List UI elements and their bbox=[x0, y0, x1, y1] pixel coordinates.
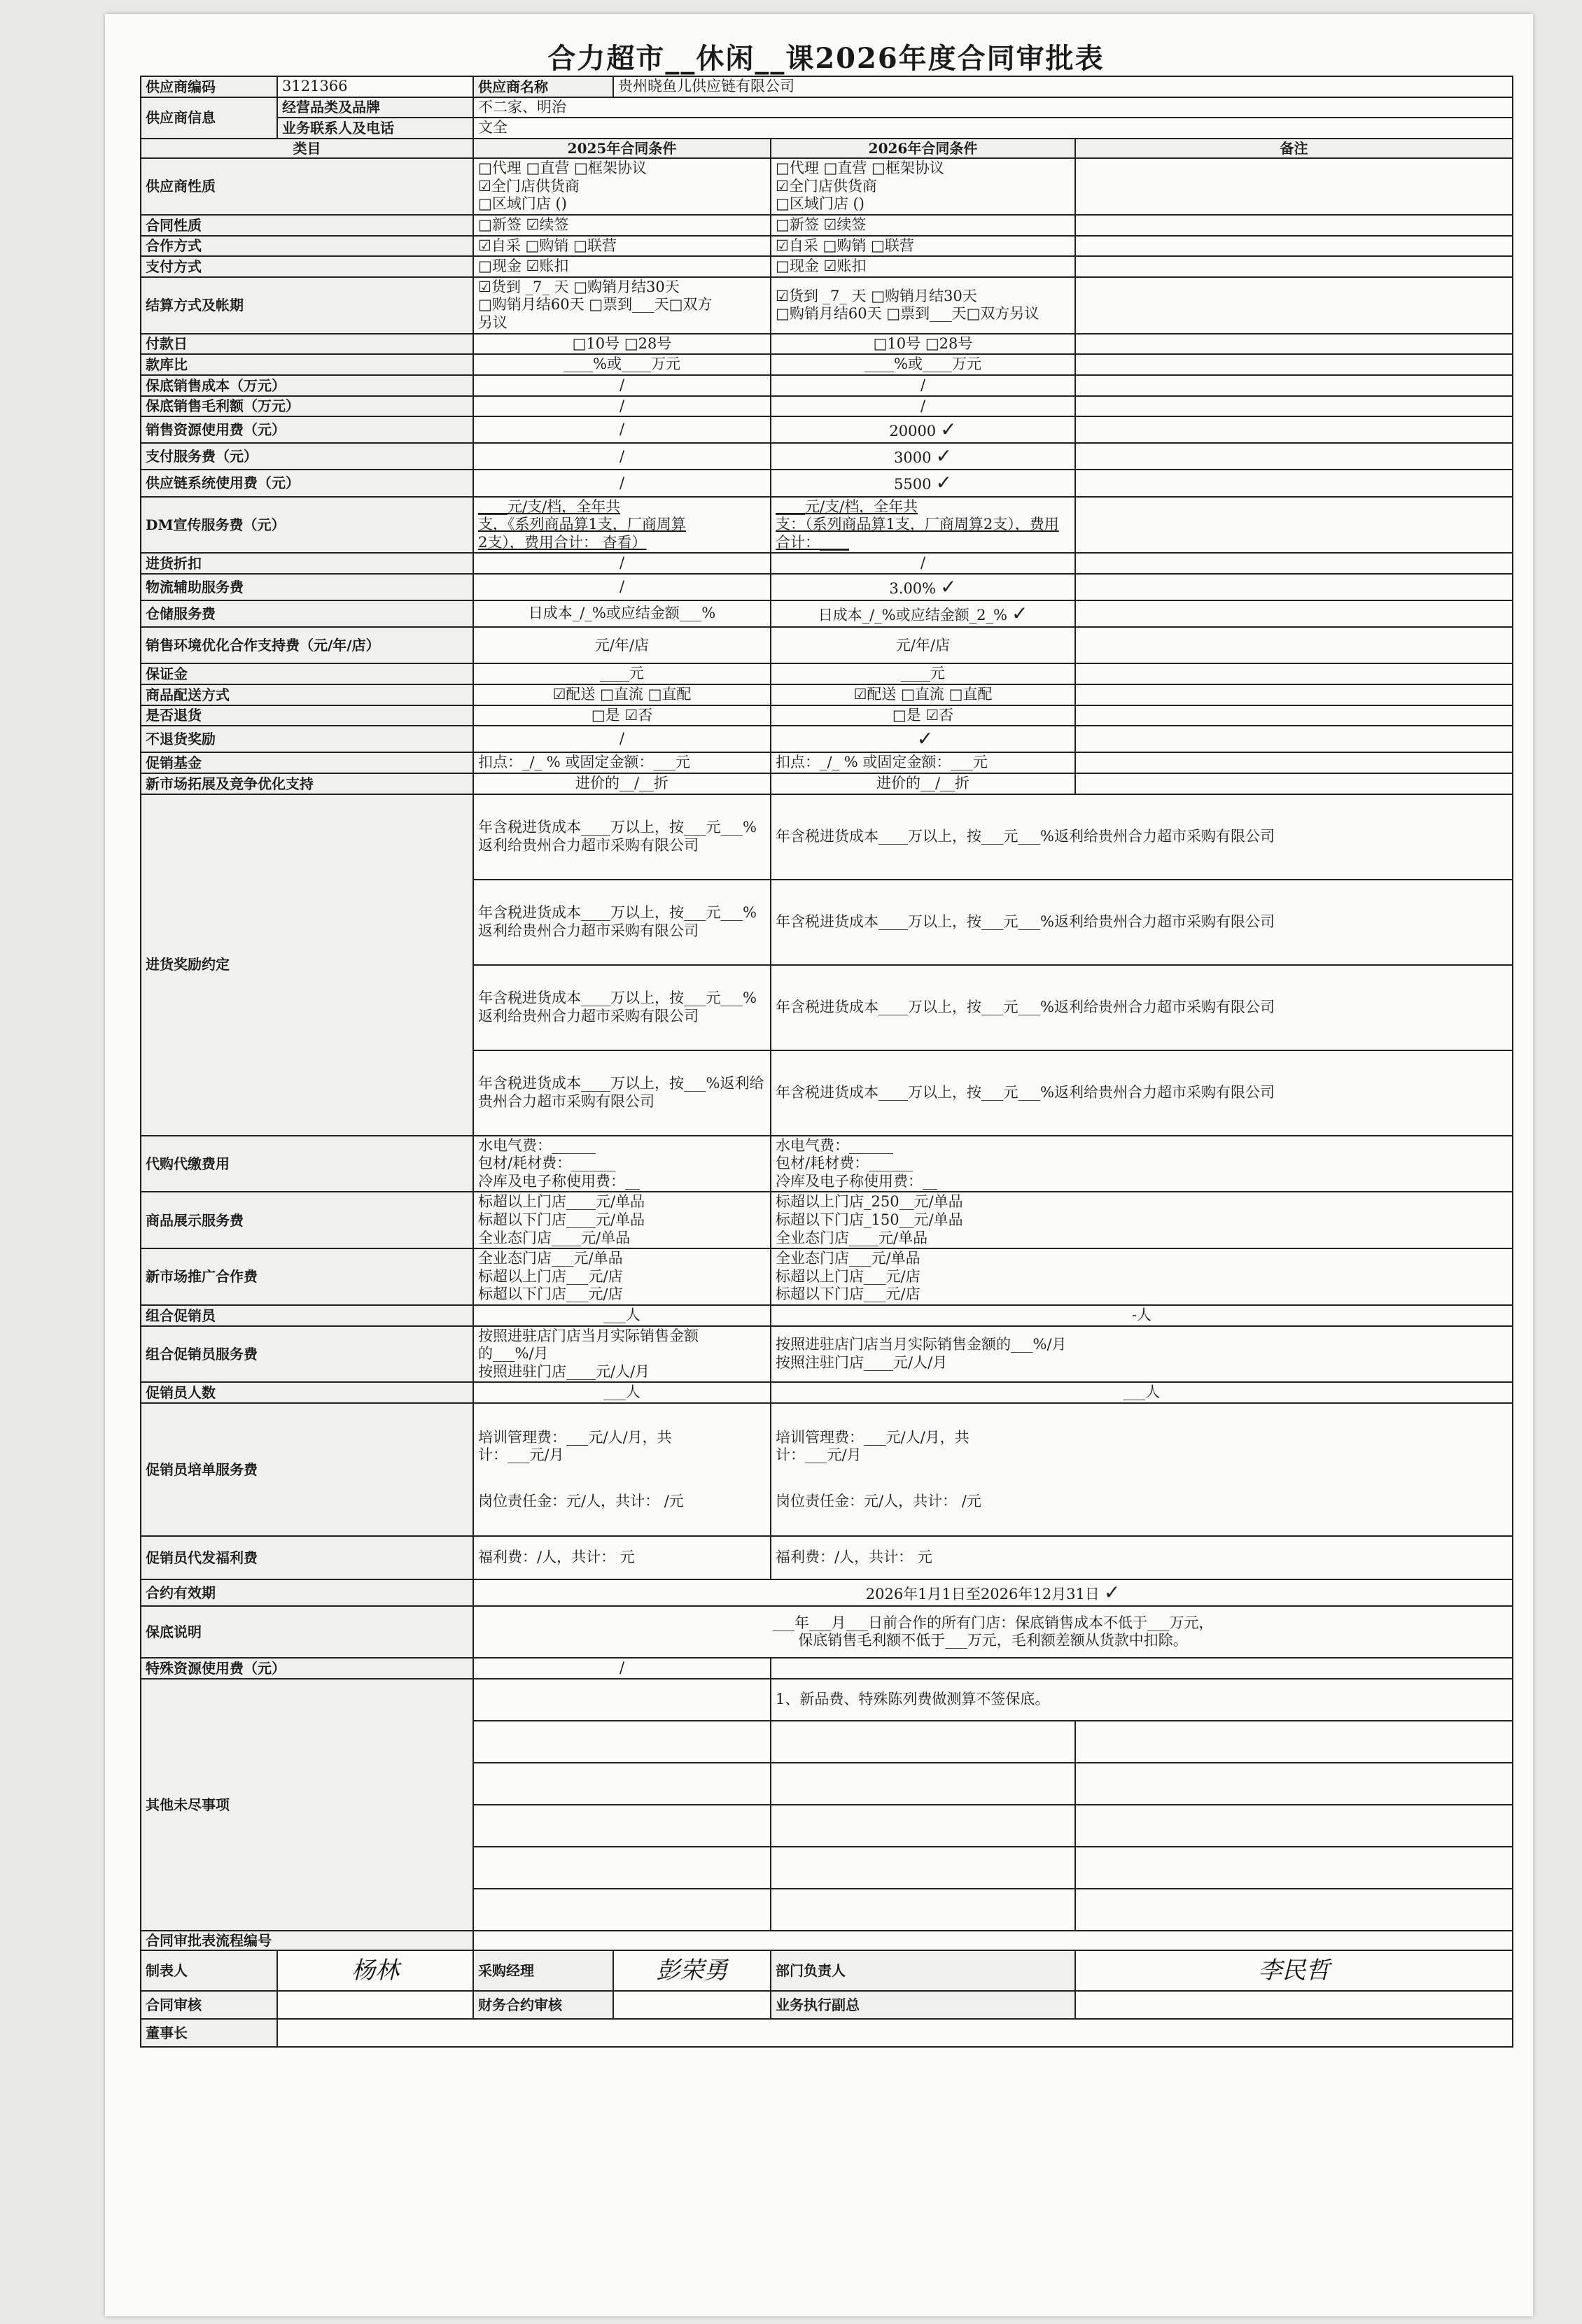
display-2026-line1: 标超以上门店_250__元/单品 bbox=[776, 1193, 963, 1211]
noreturn-2025: / bbox=[473, 726, 771, 752]
settle-2025-line1: ☑货到 _7_ 天 □购销月结30天 bbox=[478, 278, 680, 295]
display-2026-line2: 标超以下门店_150__元/单品 bbox=[776, 1211, 963, 1228]
agency-2025-line1: 水电气费：______ bbox=[478, 1136, 596, 1154]
logistics-row bbox=[141, 574, 1513, 600]
contract-2025: □新签 ☑续签 bbox=[473, 215, 771, 236]
paysvc-2025: / bbox=[473, 443, 771, 470]
settle-2026-line2: □购销月结60天 □票到___天□双方另议 bbox=[776, 305, 1040, 323]
training-2025-line2: 计：___元/月 bbox=[478, 1446, 564, 1464]
promocount-2025: ___人 bbox=[473, 1382, 771, 1403]
rebate-2025-tier: 年含税进货成本____万以上，按___元___%返利给贵州合力超市采购有限公司 bbox=[473, 794, 771, 880]
approval-form bbox=[140, 76, 1513, 2048]
promocount-row bbox=[141, 1382, 1513, 1403]
group-2025: ___人 bbox=[473, 1305, 771, 1326]
payday-2026: □10号 □28号 bbox=[771, 334, 1075, 355]
newpromo-2025-line1: 全业态门店___元/单品 bbox=[478, 1250, 623, 1267]
buyer-signature: 彭荣勇 bbox=[613, 1950, 771, 1991]
special-2025: / bbox=[473, 1658, 771, 1679]
coop-2026: ☑自采 □购销 □联营 bbox=[771, 236, 1075, 257]
rebate-row bbox=[141, 794, 1513, 880]
agency-label: 代购代缴费用 bbox=[141, 1136, 473, 1192]
rebate-2026-tier: 年含税进货成本____万以上，按___元___%返利给贵州合力超市采购有限公司 bbox=[771, 794, 1513, 880]
minmargin-label: 保底销售毛利额（万元） bbox=[141, 396, 473, 417]
vendor-code-label: 供应商编码 bbox=[141, 76, 277, 97]
nature-2026 bbox=[771, 158, 1075, 215]
other-row bbox=[141, 1679, 1513, 1721]
delivery-2025: ☑配送 □直流 □直配 bbox=[473, 684, 771, 705]
maker-signature: 杨林 bbox=[277, 1950, 473, 1991]
noreturn-row bbox=[141, 726, 1513, 752]
settle-2026 bbox=[771, 277, 1075, 334]
delivery-note bbox=[1075, 684, 1513, 705]
env-2026: 元/年/店 bbox=[771, 627, 1075, 663]
delivery-2026: ☑配送 □直流 □直配 bbox=[771, 684, 1075, 705]
maker-label: 制表人 bbox=[141, 1950, 277, 1991]
settle-label: 结算方式及帐期 bbox=[141, 277, 473, 334]
promo-2026: 扣点：_/_ % 或固定金额：___元 bbox=[771, 752, 1075, 773]
dept-label: 部门负责人 bbox=[771, 1950, 1075, 1991]
brands-label: 经营品类及品牌 bbox=[277, 97, 473, 118]
welfare-label: 促销员代发福利费 bbox=[141, 1536, 473, 1579]
scm-2025: / bbox=[473, 470, 771, 496]
scm-2026-value: 5500 bbox=[894, 476, 932, 493]
review-value bbox=[277, 1991, 473, 2019]
noreturn-2026 bbox=[771, 726, 1075, 752]
agency-2025-line3: 冷库及电子称使用费：__ bbox=[478, 1172, 640, 1190]
groupsvc-2026-line2: 按照注驻门店____元/人/月 bbox=[776, 1354, 948, 1372]
nature-2026-line1: □代理 □直营 □框架协议 bbox=[776, 160, 944, 177]
display-2025-line2: 标超以下门店____元/单品 bbox=[478, 1211, 645, 1228]
special-label: 特殊资源使用费（元） bbox=[141, 1658, 473, 1679]
training-2026-line3: 岗位责任金：元/人，共计： /元 bbox=[776, 1492, 981, 1509]
paysvc-note bbox=[1075, 443, 1513, 470]
chair-value bbox=[277, 2019, 1513, 2047]
other-2025 bbox=[473, 1679, 771, 1721]
newpromo-2026-line3: 标超以下门店___元/店 bbox=[776, 1286, 920, 1303]
check-mark-icon: ✓ bbox=[1011, 602, 1028, 626]
logistics-note bbox=[1075, 574, 1513, 600]
other-blank-cell bbox=[771, 1889, 1075, 1931]
dm-note bbox=[1075, 497, 1513, 554]
deposit-2026: ____元 bbox=[771, 663, 1075, 684]
agency-2026-line3: 冷库及电子称使用费：__ bbox=[776, 1172, 937, 1190]
display-2025-line3: 全业态门店____元/单品 bbox=[478, 1229, 631, 1246]
other-blank-cell bbox=[771, 1847, 1075, 1889]
other-blank-cell bbox=[473, 1721, 771, 1763]
check-mark-icon: ✓ bbox=[935, 471, 952, 495]
nature-2025-line1: □代理 □直营 □框架协议 bbox=[478, 160, 647, 177]
stock-2026: ____%或____万元 bbox=[771, 354, 1075, 375]
review-label: 合同审核 bbox=[141, 1991, 277, 2019]
newpromo-2025-line3: 标超以下门店___元/店 bbox=[478, 1286, 623, 1303]
nature-2025 bbox=[473, 158, 771, 215]
dm-label: DM宣传服务费（元） bbox=[141, 497, 473, 554]
env-2025: 元/年/店 bbox=[473, 627, 771, 663]
other-blank-cell bbox=[473, 1805, 771, 1847]
display-2025 bbox=[473, 1192, 771, 1248]
newpromo-2025 bbox=[473, 1248, 771, 1305]
paysvc-2026 bbox=[771, 443, 1075, 470]
salesres-2026 bbox=[771, 416, 1075, 443]
settle-2025-line2: □购销月结60天 □票到___天□双方 bbox=[478, 296, 713, 314]
env-note bbox=[1075, 627, 1513, 663]
other-blank-cell bbox=[473, 1889, 771, 1931]
coop-2025: ☑自采 □购销 □联营 bbox=[473, 236, 771, 257]
groupsvc-2025-line2: 的___%/月 bbox=[478, 1345, 549, 1362]
newpromo-2026-line2: 标超以上门店___元/店 bbox=[776, 1267, 920, 1285]
nature-row bbox=[141, 158, 1513, 215]
dm-2025-line2: 支，《系列商品算1支，厂商周算 bbox=[478, 516, 686, 533]
vendor-name-value: 贵州晓鱼儿供应链有限公司 bbox=[613, 76, 1513, 97]
minmargin-2026: / bbox=[771, 396, 1075, 417]
training-2025 bbox=[473, 1403, 771, 1536]
other-blank-cell bbox=[771, 1805, 1075, 1847]
paysvc-row bbox=[141, 443, 1513, 470]
welfare-2025: 福利费：/人，共计： 元 bbox=[473, 1536, 771, 1579]
dm-2026 bbox=[771, 497, 1075, 554]
dm-2025 bbox=[473, 497, 771, 554]
minsales-note bbox=[1075, 375, 1513, 396]
newpromo-2026-line1: 全业态门店___元/单品 bbox=[776, 1250, 920, 1267]
header-row bbox=[141, 139, 1513, 158]
special-row bbox=[141, 1658, 1513, 1679]
other-blank-cell bbox=[771, 1763, 1075, 1805]
dm-2025-line1: ____元/支/档，全年共 bbox=[478, 498, 621, 515]
chair-label: 董事长 bbox=[141, 2019, 277, 2047]
guarantee-row bbox=[141, 1606, 1513, 1658]
return-2026: □是 ☑否 bbox=[771, 705, 1075, 726]
check-mark-icon: ✓ bbox=[1103, 1581, 1121, 1605]
contract-label: 合同性质 bbox=[141, 215, 473, 236]
check-mark-icon: ✓ bbox=[940, 575, 957, 599]
brands-value: 不二家、明治 bbox=[473, 97, 1513, 118]
period-text: 2026年1月1日至2026年12月31日 bbox=[865, 1586, 1100, 1603]
dm-2026-line1: ____元/支/档，全年共 bbox=[776, 498, 918, 515]
promo-label: 促销基金 bbox=[141, 752, 473, 773]
buyer-label: 采购经理 bbox=[473, 1950, 613, 1991]
groupsvc-2025 bbox=[473, 1326, 771, 1383]
brands-row bbox=[141, 97, 1513, 118]
finance-value bbox=[613, 1991, 771, 2019]
agency-2026 bbox=[771, 1136, 1513, 1192]
group-2026: -人 bbox=[771, 1305, 1513, 1326]
promo-2025: 扣点：_/_ % 或固定金额：___元 bbox=[473, 752, 771, 773]
vendor-name-label: 供应商名称 bbox=[473, 76, 613, 97]
contract-row bbox=[141, 215, 1513, 236]
minmargin-2025: / bbox=[473, 396, 771, 417]
newmkt-row bbox=[141, 773, 1513, 794]
flow-row bbox=[141, 1931, 1513, 1950]
other-note: 1、新品费、特殊陈列费做测算不签保底。 bbox=[771, 1679, 1513, 1721]
stock-label: 款库比 bbox=[141, 354, 473, 375]
return-note bbox=[1075, 705, 1513, 726]
form-title: 合力超市__休闲__课2026年度合同审批表 bbox=[547, 42, 1105, 75]
period-row bbox=[141, 1579, 1513, 1606]
training-2025-line1: 培训管理费：___元/人/月，共 bbox=[478, 1428, 672, 1446]
other-blank-cell bbox=[473, 1847, 771, 1889]
agency-2025 bbox=[473, 1136, 771, 1192]
delivery-row bbox=[141, 684, 1513, 705]
group-label: 组合促销员 bbox=[141, 1305, 473, 1326]
other-blank-cell bbox=[1075, 1805, 1513, 1847]
finance-label: 财务合约审核 bbox=[473, 1991, 613, 2019]
stock-note bbox=[1075, 354, 1513, 375]
deposit-note bbox=[1075, 663, 1513, 684]
guarantee-value bbox=[473, 1606, 1513, 1658]
promo-note bbox=[1075, 752, 1513, 773]
rebate-2025-tier: 年含税进货成本____万以上，按___元___%返利给贵州合力超市采购有限公司 bbox=[473, 880, 771, 965]
discount-label: 进货折扣 bbox=[141, 553, 473, 574]
payday-row bbox=[141, 334, 1513, 355]
review-row bbox=[141, 1991, 1513, 2019]
pay-row bbox=[141, 256, 1513, 277]
display-2026 bbox=[771, 1192, 1513, 1248]
agency-2026-line2: 包材/耗材费：______ bbox=[776, 1155, 913, 1172]
paysvc-2026-value: 3000 bbox=[894, 449, 932, 467]
settle-note bbox=[1075, 277, 1513, 334]
settle-2025 bbox=[473, 277, 771, 334]
exec-label: 业务执行副总 bbox=[771, 1991, 1075, 2019]
agency-row bbox=[141, 1136, 1513, 1192]
logistics-2025: / bbox=[473, 574, 771, 600]
vendor-code-row bbox=[141, 76, 1513, 97]
minsales-2026: / bbox=[771, 375, 1075, 396]
discount-row bbox=[141, 553, 1513, 574]
warehouse-2025: 日成本_/_%或应结金额___% bbox=[473, 600, 771, 627]
settle-row bbox=[141, 277, 1513, 334]
minmargin-note bbox=[1075, 396, 1513, 417]
contract-note bbox=[1075, 215, 1513, 236]
dept-signature: 李民哲 bbox=[1075, 1950, 1513, 1991]
vendor-code-value: 3121366 bbox=[277, 76, 473, 97]
check-mark-icon: ✓ bbox=[916, 727, 934, 751]
other-blank-cell bbox=[1075, 1763, 1513, 1805]
col-2025: 2025年合同条件 bbox=[473, 139, 771, 158]
training-2026-line1: 培训管理费：___元/人/月，共 bbox=[776, 1428, 969, 1446]
guarantee-label: 保底说明 bbox=[141, 1606, 473, 1658]
groupsvc-2025-line3: 按照进驻门店____元/人/月 bbox=[478, 1362, 650, 1380]
pay-2026: □现金 ☑账扣 bbox=[771, 256, 1075, 277]
noreturn-label: 不退货奖励 bbox=[141, 726, 473, 752]
warehouse-2026 bbox=[771, 600, 1075, 627]
welfare-row bbox=[141, 1536, 1513, 1579]
paysvc-label: 支付服务费（元） bbox=[141, 443, 473, 470]
newpromo-2025-line2: 标超以上门店___元/店 bbox=[478, 1267, 623, 1285]
training-2026-line2: 计：___元/月 bbox=[776, 1446, 862, 1464]
pay-note bbox=[1075, 256, 1513, 277]
nature-2025-line2: ☑全门店供货商 bbox=[478, 177, 580, 195]
contact-value: 文全 bbox=[473, 118, 1513, 139]
nature-label: 供应商性质 bbox=[141, 158, 473, 215]
discount-2025: / bbox=[473, 553, 771, 574]
deposit-row bbox=[141, 663, 1513, 684]
rebate-2025-tier: 年含税进货成本____万以上，按___元___%返利给贵州合力超市采购有限公司 bbox=[473, 965, 771, 1050]
salesres-note bbox=[1075, 416, 1513, 443]
discount-note bbox=[1075, 553, 1513, 574]
agency-2026-line1: 水电气费：______ bbox=[776, 1136, 893, 1154]
contract-2026: □新签 ☑续签 bbox=[771, 215, 1075, 236]
discount-2026: / bbox=[771, 553, 1075, 574]
contact-row bbox=[141, 118, 1513, 139]
training-2025-line3: 岗位责任金：元/人，共计： /元 bbox=[478, 1492, 684, 1509]
guarantee-line1: ___年___月___日前合作的所有门店：保底销售成本不低于___万元， bbox=[772, 1614, 1214, 1631]
scm-label: 供应链系统使用费（元） bbox=[141, 470, 473, 496]
settle-2026-line1: ☑货到 _7_ 天 □购销月结30天 bbox=[776, 287, 977, 304]
sign-row bbox=[141, 1950, 1513, 1991]
scm-note bbox=[1075, 470, 1513, 496]
dm-2026-line2: 支：（系列商品算1支，厂商周算2支），费用合计：____ bbox=[776, 516, 1059, 551]
noreturn-note bbox=[1075, 726, 1513, 752]
promocount-2026: ___人 bbox=[771, 1382, 1513, 1403]
deposit-2025: ____元 bbox=[473, 663, 771, 684]
warehouse-note bbox=[1075, 600, 1513, 627]
newpromo-row bbox=[141, 1248, 1513, 1305]
rebate-2026-tier: 年含税进货成本____万以上，按___元___%返利给贵州合力超市采购有限公司 bbox=[771, 880, 1513, 965]
other-blank-cell bbox=[771, 1721, 1075, 1763]
other-blank-cell bbox=[1075, 1889, 1513, 1931]
groupsvc-2026-line1: 按照进驻店门店当月实际销售金额的___%/月 bbox=[776, 1336, 1067, 1353]
newmkt-2026: 进价的__/__折 bbox=[771, 773, 1075, 794]
return-row bbox=[141, 705, 1513, 726]
nature-2025-line3: □区域门店 () bbox=[478, 195, 567, 213]
training-label: 促销员培单服务费 bbox=[141, 1403, 473, 1536]
dm-row bbox=[141, 497, 1513, 554]
training-2026 bbox=[771, 1403, 1513, 1536]
period-label: 合约有效期 bbox=[141, 1579, 473, 1606]
groupsvc-row bbox=[141, 1326, 1513, 1383]
other-blank-cell bbox=[473, 1763, 771, 1805]
chair-row bbox=[141, 2019, 1513, 2047]
rebate-2026-tier: 年含税进货成本____万以上，按___元___%返利给贵州合力超市采购有限公司 bbox=[771, 965, 1513, 1050]
return-2025: □是 ☑否 bbox=[473, 705, 771, 726]
coop-row bbox=[141, 236, 1513, 257]
minsales-row bbox=[141, 375, 1513, 396]
coop-label: 合作方式 bbox=[141, 236, 473, 257]
stock-2025: ____%或____万元 bbox=[473, 354, 771, 375]
group-row bbox=[141, 1305, 1513, 1326]
promocount-label: 促销员人数 bbox=[141, 1382, 473, 1403]
guarantee-line2: 保底销售毛利额不低于___万元，毛利额差额从货款中扣除。 bbox=[798, 1632, 1188, 1649]
logistics-label: 物流辅助服务费 bbox=[141, 574, 473, 600]
rebate-2026-tier: 年含税进货成本____万以上，按___元___%返利给贵州合力超市采购有限公司 bbox=[771, 1050, 1513, 1136]
salesres-label: 销售资源使用费（元） bbox=[141, 416, 473, 443]
newmkt-note bbox=[1075, 773, 1513, 794]
payday-label: 付款日 bbox=[141, 334, 473, 355]
newpromo-2026 bbox=[771, 1248, 1513, 1305]
payday-note bbox=[1075, 334, 1513, 355]
salesres-2025: / bbox=[473, 416, 771, 443]
other-label: 其他未尽事项 bbox=[141, 1679, 473, 1931]
check-mark-icon: ✓ bbox=[935, 444, 952, 468]
nature-2026-line2: ☑全门店供货商 bbox=[776, 177, 877, 195]
logistics-2026 bbox=[771, 574, 1075, 600]
salesres-2026-value: 20000 bbox=[889, 423, 937, 440]
newmkt-2025: 进价的__/__折 bbox=[473, 773, 771, 794]
agency-2025-line2: 包材/耗材费：______ bbox=[478, 1155, 616, 1172]
pay-label: 支付方式 bbox=[141, 256, 473, 277]
logistics-2026-value: 3.00% bbox=[889, 580, 937, 598]
return-label: 是否退货 bbox=[141, 705, 473, 726]
minsales-2025: / bbox=[473, 375, 771, 396]
env-row bbox=[141, 627, 1513, 663]
period-value bbox=[473, 1579, 1513, 1606]
nature-note bbox=[1075, 158, 1513, 215]
deposit-label: 保证金 bbox=[141, 663, 473, 684]
rebate-2025-tier: 年含税进货成本____万以上，按___%返利给贵州合力超市采购有限公司 bbox=[473, 1050, 771, 1136]
scm-2026 bbox=[771, 470, 1075, 496]
promo-row bbox=[141, 752, 1513, 773]
minmargin-row bbox=[141, 396, 1513, 417]
dm-2025-line3: 2支），费用合计： 杳看） bbox=[478, 533, 647, 551]
other-blank-cell bbox=[1075, 1847, 1513, 1889]
stock-row bbox=[141, 354, 1513, 375]
welfare-2026: 福利费：/人，共计： 元 bbox=[771, 1536, 1513, 1579]
flow-label: 合同审批表流程编号 bbox=[141, 1931, 473, 1950]
groupsvc-2025-line1: 按照进驻店门店当月实际销售金额 bbox=[478, 1327, 699, 1344]
special-2026 bbox=[771, 1658, 1513, 1679]
training-row bbox=[141, 1403, 1513, 1536]
display-row bbox=[141, 1192, 1513, 1248]
check-mark-icon: ✓ bbox=[940, 418, 957, 442]
nature-2026-line3: □区域门店 () bbox=[776, 195, 864, 213]
rebate-label: 进货奖励约定 bbox=[141, 794, 473, 1136]
settle-2025-line3: 另议 bbox=[478, 314, 507, 332]
newpromo-label: 新市场推广合作费 bbox=[141, 1248, 473, 1305]
salesres-row bbox=[141, 416, 1513, 443]
minsales-label: 保底销售成本（万元） bbox=[141, 375, 473, 396]
groupsvc-label: 组合促销员服务费 bbox=[141, 1326, 473, 1383]
contact-label: 业务联系人及电话 bbox=[277, 118, 473, 139]
newmkt-label: 新市场拓展及竞争优化支持 bbox=[141, 773, 473, 794]
col-note: 备注 bbox=[1075, 139, 1513, 158]
warehouse-2026-value: 日成本_/_%或应结金额_2_% bbox=[818, 607, 1007, 624]
warehouse-row bbox=[141, 600, 1513, 627]
flow-value bbox=[473, 1931, 1513, 1950]
scm-row bbox=[141, 470, 1513, 496]
display-2026-line3: 全业态门店____元/单品 bbox=[776, 1229, 928, 1246]
pay-2025: □现金 ☑账扣 bbox=[473, 256, 771, 277]
groupsvc-2026 bbox=[771, 1326, 1513, 1383]
exec-value bbox=[1075, 1991, 1513, 2019]
other-blank-cell bbox=[1075, 1721, 1513, 1763]
warehouse-label: 仓储服务费 bbox=[141, 600, 473, 627]
display-label: 商品展示服务费 bbox=[141, 1192, 473, 1248]
delivery-label: 商品配送方式 bbox=[141, 684, 473, 705]
col-2026: 2026年合同条件 bbox=[771, 139, 1075, 158]
display-2025-line1: 标超以上门店____元/单品 bbox=[478, 1193, 645, 1211]
vendor-info-label: 供应商信息 bbox=[141, 97, 277, 139]
env-label: 销售环境优化合作支持费（元/年/店） bbox=[141, 627, 473, 663]
col-category: 类目 bbox=[141, 139, 473, 158]
coop-note bbox=[1075, 236, 1513, 257]
payday-2025: □10号 □28号 bbox=[473, 334, 771, 355]
